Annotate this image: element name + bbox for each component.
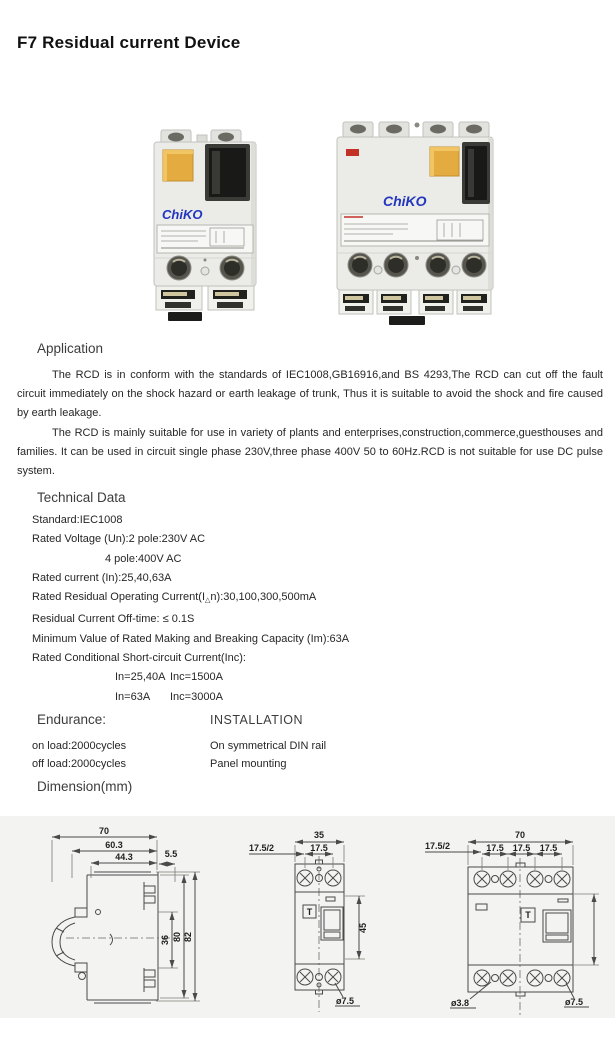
dim-label-17-5-a: 17.5 xyxy=(486,843,504,853)
dim-label-60-3: 60.3 xyxy=(105,840,123,850)
endurance-off-load: off load:2000cycles xyxy=(32,758,126,770)
spec-short-circuit: Rated Conditional Short-circuit Current(Inc): xyxy=(32,652,246,665)
endurance-on-load: on load:2000cycles xyxy=(32,740,127,752)
technical-data-list xyxy=(32,511,349,707)
dim-label-dia-7-5: ø7.5 xyxy=(336,996,355,1006)
dim-label-5-5: 5.5 xyxy=(164,849,178,859)
delta-subscript: △ xyxy=(205,597,211,605)
product-photo-4pole xyxy=(333,118,497,330)
application-heading: Application xyxy=(37,341,104,356)
spec-residual-current: Rated Residual Operating $Current(I_\triangle n):30,100,300,500mA$ xyxy=(32,591,317,605)
application-paragraph-2: The RCD is mainly suitable for use in variety of plants and enterprises,construction,commerce,guesthouses and families. It can be used in circuit single phase 230V,three phase 400V 50 to 60Hz.RCD is not suitable for use DC pulse system. xyxy=(17,427,603,477)
brand-logo: ChiKO xyxy=(162,207,203,222)
dim-label-70: 70 xyxy=(514,830,526,840)
dim-label-17-5-b: 17.5 xyxy=(512,843,531,853)
brand-logo: ChiKO xyxy=(383,193,427,209)
dim-label-17-5-c: 17.5 xyxy=(539,843,558,853)
dim-label-36: 36 xyxy=(160,934,170,946)
dimension-drawing-2pole-front xyxy=(247,822,422,1022)
test-button xyxy=(430,147,459,176)
spec-min-breaking-capacity: Minimum Value of Rated Making and Breaking Capacity (Im):63A xyxy=(32,632,350,645)
indicator-light xyxy=(346,149,359,156)
technical-data-heading: Technical Data xyxy=(37,490,126,505)
test-button-label: T xyxy=(525,910,531,920)
spec-rated-voltage-4pole: 4 pole:400V AC xyxy=(105,552,182,565)
dim-label-35: 35 xyxy=(313,830,325,840)
spec-rated-current: Rated current (In):25,40,63A xyxy=(32,571,172,584)
dim-label-80: 80 xyxy=(172,931,182,943)
test-button xyxy=(163,150,193,181)
spec-rated-voltage: Rated Voltage (Un):2 pole:230V AC xyxy=(32,533,206,546)
product-photo-2pole xyxy=(148,127,262,323)
installation-heading: INSTALLATION xyxy=(210,713,304,727)
din-rail-clip xyxy=(168,312,202,321)
dim-label-17-5: 17.5 xyxy=(310,843,328,853)
spec-sc-row: In=25,40A Inc=1500A xyxy=(115,671,223,684)
dim-label-45: 45 xyxy=(358,922,368,934)
installation-panel: Panel mounting xyxy=(210,758,287,770)
dimension-drawing-side-view xyxy=(38,820,243,1020)
dimension-heading: Dimension(mm) xyxy=(37,779,133,794)
dim-label-82: 82 xyxy=(183,931,193,943)
dimension-drawing-4pole-front xyxy=(424,822,615,1022)
dim-label-dia-3-8: ø3.8 xyxy=(451,998,470,1008)
dimension-drawings-area xyxy=(0,816,615,1018)
din-rail-clip xyxy=(389,316,425,325)
dim-label-17-5-half: 17.5/2 xyxy=(249,843,275,853)
spec-off-time: Residual Current Off-time: ≤ 0.1S xyxy=(32,613,195,626)
spec-sc-row: In=63A Inc=3000A xyxy=(115,690,223,703)
dim-label-44-3: 44.3 xyxy=(115,852,133,862)
dim-label-17-5-half: 17.5/2 xyxy=(425,841,451,851)
application-paragraph-1: The RCD is in conform with the standards of IEC1008,GB16916,and BS 4293,The RCD can cut off the fault circuit immediately on the shock hazard or earth leakage of trunk, Thus it is suitable to avoid the shock and fire caused by earth leakage. xyxy=(17,369,603,419)
test-button-label: T xyxy=(306,907,313,917)
dim-label-70: 70 xyxy=(98,826,110,836)
spec-standard: Standard:IEC1008 xyxy=(32,514,123,526)
dim-label-dia-7-5: ø7.5 xyxy=(565,997,584,1007)
endurance-heading: Endurance: xyxy=(37,712,107,727)
page-title: F7 Residual current Device xyxy=(17,33,241,52)
installation-din-rail: On symmetrical DIN rail xyxy=(210,740,327,752)
